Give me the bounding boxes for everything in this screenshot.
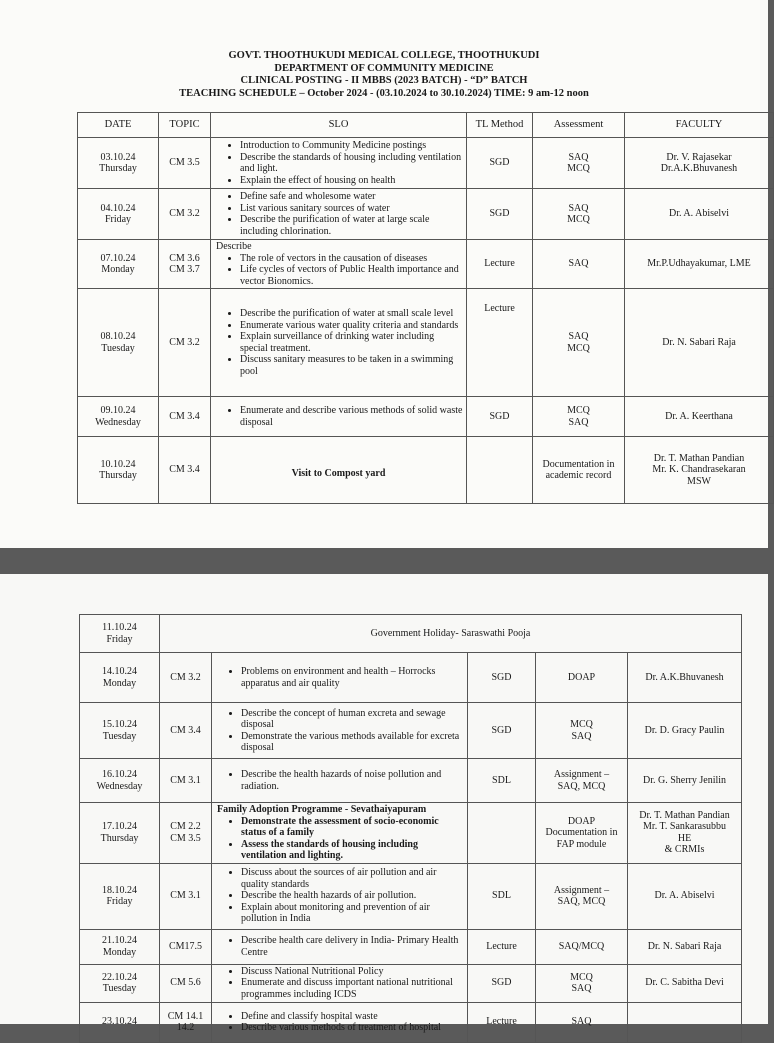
topic-cell [160,803,212,864]
assessment-text: MCQ SAQ [570,971,593,994]
slo-cell [212,759,468,803]
assessment-text: SAQ MCQ [567,202,590,225]
tl-method-cell [467,289,533,397]
day-text: Wednesday [96,780,143,792]
assessment-cell [533,397,625,437]
slo-cell [211,289,467,397]
date-cell [78,189,159,240]
slo-item: • Demonstrate the various methods available for excreta disposal [241,731,464,754]
slo-list [215,966,464,1001]
assessment-cell [533,138,625,189]
college-name: GOVT. THOOTHUKUDI MEDICAL COLLEGE, THOOTHUKUDI [228,50,540,61]
date-text: 10.10.24 [100,458,136,470]
date-text: 22.10.24 [102,971,137,983]
assessment-cell [536,703,628,759]
assessment-text: Documentation in academic record [542,458,615,481]
topic-cell [159,289,211,397]
slo-item: • Define safe and wholesome water [240,191,463,203]
tl-method-cell [467,437,533,504]
slo-item: • Explain surveillance of drinking water including special treatment. [240,331,463,354]
slo-item: • Discuss about the sources of air pollution and air quality standards [241,867,464,890]
topic-cell [160,759,212,803]
topic-text: CM17.5 [168,940,203,952]
tl-method-cell [468,929,536,964]
schedule-table-page-1 [77,112,774,504]
assessment-cell [536,1002,628,1042]
slo-item: • Problems on environment and health – Horrocks apparatus and air quality [241,666,464,689]
faculty-cell [628,863,742,929]
topic-text: CM 3.4 [169,464,200,476]
assessment-text: SAQ [571,1016,592,1028]
slo-item: • List various sanitary sources of water [240,203,463,215]
tl-method-cell [468,653,536,703]
assessment-text: Assignment – SAQ, MCQ [553,884,610,907]
slo-item: • Introduction to Community Medicine postings [240,140,463,152]
faculty-text: Dr. C. Sabitha Devi [645,977,724,989]
faculty-text: Dr. G. Sherry Jenilin [643,774,727,786]
date-cell [80,653,160,703]
date-cell [78,138,159,189]
date-text: 15.10.24 [102,719,137,730]
slo-item: • Enumerate various water quality criteria and standards [240,320,463,332]
tl-method-text: Lecture [484,303,515,314]
assessment-cell [536,929,628,964]
table-row [80,653,742,703]
slo-list [215,666,464,689]
tl-method-cell [468,964,536,1002]
slo-list [214,253,463,288]
faculty-cell [625,289,774,397]
day-text: Thursday [100,832,139,844]
topic-text: CM 3.2 [170,671,201,683]
day-text: Tuesday [102,730,137,742]
department-name: DEPARTMENT OF COMMUNITY MEDICINE [274,62,494,74]
topic-text: CM 3.4 [170,724,201,736]
date-cell [78,437,159,504]
date-text: 23.10.24 [102,1016,137,1028]
topic-cell [159,138,211,189]
table-row [80,964,742,1002]
assessment-text: DOAP [567,671,596,683]
assessment-cell [536,759,628,803]
col-header-topic: TOPIC [159,113,211,138]
table-row [80,703,742,759]
day-text: Friday [106,633,133,645]
slo-list [215,1011,464,1034]
posting-title: CLINICAL POSTING - II MBBS (2023 BATCH) - “D” BATCH [240,75,528,86]
tl-method-cell [468,703,536,759]
tl-method-text: Lecture [486,1016,517,1028]
slo-list [214,405,463,428]
tl-method-text: SGD [491,977,512,989]
date-cell [80,703,160,759]
tl-method-cell [467,189,533,240]
date-text: 17.10.24 [102,821,137,833]
slo-intro: Describe [216,241,252,252]
slo-list [215,816,464,862]
faculty-text: Dr. A. Abiselvi [654,890,715,902]
slo-item: • Describe the standards of housing including ventilation and light. [240,152,463,175]
tl-method-cell [468,1002,536,1042]
slo-cell [212,703,468,759]
assessment-cell [536,803,628,864]
col-header-date: DATE [78,113,159,138]
topic-text: CM 3.4 [169,410,200,422]
date-cell [78,240,159,289]
schedule-title: TEACHING SCHEDULE – October 2024 - (03.10.2024 to 30.10.2024) TIME: 9 am-12 noon [179,87,589,99]
topic-cell [160,653,212,703]
table-row [78,397,774,437]
assessment-text: SAQ MCQ [567,331,590,354]
assessment-cell [533,437,625,504]
faculty-cell [628,803,742,864]
table-row [80,759,742,803]
slo-cell [211,240,467,289]
day-text: Monday [102,677,137,689]
topic-text: CM 3.6 CM 3.7 [169,252,200,275]
slo-cell [211,189,467,240]
topic-cell [159,437,211,504]
slo-item: • Explain the effect of housing on health [240,175,463,187]
topic-cell [159,189,211,240]
slo-item: • Describe the health hazards of noise pollution and radiation. [241,769,464,792]
slo-item: • The role of vectors in the causation of diseases [240,253,463,265]
assessment-text: SAQ MCQ [567,151,590,174]
date-cell [80,615,160,653]
slo-list [215,769,464,792]
tl-method-cell [467,138,533,189]
slo-cell [211,397,467,437]
date-cell [80,759,160,803]
table-header-row [78,113,774,138]
table-row [80,863,742,929]
date-text: 11.10.24 [102,622,137,633]
slo-item: • Life cycles of vectors of Public Health importance and vector Bionomics. [240,264,463,287]
date-text: 03.10.24 [100,151,136,163]
slo-cell [212,803,468,864]
document-header [0,50,768,100]
assessment-cell [536,653,628,703]
faculty-cell [628,759,742,803]
table-row [80,803,742,864]
slo-item: • Discuss National Nutritional Policy [241,966,464,978]
faculty-text: Dr. A. Abiselvi [668,208,729,220]
table-row [80,1002,742,1042]
day-text: Wednesday [95,416,141,428]
topic-text: CM 3.1 [170,890,201,902]
faculty-text: Dr. T. Mathan Pandian Mr. T. Sankarasubbu HE & CRMIs [639,809,730,856]
table-row [78,189,774,240]
slo-item: • Enumerate and discuss important national nutritional programmes including ICDS [241,977,464,1000]
faculty-text: Mr.P.Udhayakumar, LME [647,258,751,270]
table-row [78,289,774,397]
tl-method-cell [468,803,536,864]
day-text: Tuesday [102,983,137,994]
slo-list [215,708,464,754]
tl-method-cell [467,397,533,437]
slo-cell [211,437,467,504]
slo-cell [212,653,468,703]
topic-cell [160,929,212,964]
slo-intro: Family Adoption Programme - Sevathaiyapuram [217,804,427,815]
tl-method-text: SDL [492,774,511,786]
slo-item: • Describe the concept of human excreta and sewage disposal [241,708,464,731]
slo-item: • Enumerate and describe various methods of solid waste disposal [240,405,463,428]
slo-list [215,935,464,958]
tl-method-text: SGD [489,157,510,169]
tl-method-text: Lecture [486,940,517,952]
date-text: 18.10.24 [102,884,137,896]
slo-item: • Demonstrate the assessment of socio-economic status of a family [241,816,464,839]
slo-item: • Define and classify hospital waste [241,1011,464,1023]
assessment-cell [536,964,628,1002]
topic-text: CM 5.6 [170,977,201,989]
faculty-text: Dr. D. Gracy Paulin [644,724,725,736]
assessment-text: MCQ SAQ [567,405,590,428]
day-text: Thursday [99,470,137,481]
tl-method-text: SGD [491,671,512,683]
assessment-text: Assignment – SAQ, MCQ [553,769,610,792]
date-cell [78,289,159,397]
date-text: 07.10.24 [100,252,136,264]
date-cell [80,803,160,864]
topic-text: CM 3.5 [169,157,200,169]
slo-item: • Assess the standards of housing including ventilation and lighting. [241,839,464,862]
faculty-text: Dr. T. Mathan Pandian Mr. K. Chandrasekaran MSW [652,452,746,487]
slo-cell [212,964,468,1002]
day-text: Monday [101,264,135,275]
faculty-cell [628,964,742,1002]
day-text: Friday [104,214,132,225]
topic-text: CM 2.2 CM 3.5 [170,821,201,844]
day-text: Friday [106,896,133,907]
table-row [80,929,742,964]
day-text: Tuesday [101,342,135,354]
topic-cell [160,964,212,1002]
topic-cell [160,1002,212,1042]
date-text: 14.10.24 [102,666,137,677]
schedule-table-page-2 [79,614,742,1043]
faculty-cell [628,1002,742,1042]
holiday-label: Government Holiday- Saraswathi Pooja [160,615,742,653]
tl-method-cell [467,240,533,289]
slo-list [214,140,463,186]
slo-list [215,867,464,925]
table-row [78,138,774,189]
faculty-cell [625,397,774,437]
slo-text: Visit to Compost yard [291,468,386,480]
tl-method-cell [468,759,536,803]
tl-method-text: Lecture [484,258,515,270]
date-text: 21.10.24 [102,935,137,946]
tl-method-cell [468,863,536,929]
faculty-text: Dr. A. Keerthana [665,410,733,422]
faculty-cell [628,703,742,759]
col-header-tl-method: TL Method [467,113,533,138]
topic-text: CM 3.2 [169,208,200,220]
col-header-faculty: FACULTY [625,113,774,138]
tl-method-text: SGD [489,208,510,220]
faculty-text: Dr. N. Sabari Raja [662,336,736,348]
topic-cell [159,240,211,289]
slo-item: • Explain about monitoring and prevention of air pollution in India [241,902,464,925]
date-cell [80,863,160,929]
date-text: 08.10.24 [100,331,136,342]
assessment-text: MCQ SAQ [570,719,593,742]
faculty-cell [625,189,774,240]
date-cell [80,964,160,1002]
date-cell [80,1002,160,1042]
topic-cell [160,863,212,929]
slo-item: • Describe the purification of water at large scale including chlorination. [240,214,463,237]
topic-text: CM 3.1 [170,774,201,786]
date-cell [80,929,160,964]
tl-method-text: SGD [489,410,510,422]
slo-cell [212,863,468,929]
slo-cell [212,929,468,964]
faculty-text: Dr. A.K.Bhuvanesh [645,671,724,683]
table-row [78,240,774,289]
assessment-cell [536,863,628,929]
faculty-text: Dr. V. Rajasekar Dr.A.K.Bhuvanesh [660,151,738,174]
assessment-text: SAQ/MCQ [558,940,605,952]
assessment-cell [533,289,625,397]
faculty-cell [625,240,774,289]
holiday-row [80,615,742,653]
slo-item: • Discuss sanitary measures to be taken in a swimming pool [240,354,463,377]
slo-item: • Describe health care delivery in India- Primary Health Centre [241,935,464,958]
tl-method-text: SGD [491,724,512,736]
topic-text: CM 3.2 [169,336,200,348]
day-text: Thursday [99,163,137,174]
document-page-2 [0,574,768,1033]
day-text: Monday [102,946,137,958]
faculty-cell [628,653,742,703]
tl-method-text: SDL [492,890,511,902]
col-header-slo: SLO [211,113,467,138]
date-text: 09.10.24 [100,405,136,416]
slo-cell [212,1002,468,1042]
slo-cell [211,138,467,189]
topic-text: CM 14.1 14.2 [167,1010,204,1033]
faculty-cell [625,437,774,504]
topic-cell [160,703,212,759]
faculty-cell [625,138,774,189]
topic-cell [159,397,211,437]
slo-item: • Describe various methods of treatment of hospital [241,1022,464,1034]
date-cell [78,397,159,437]
faculty-cell [628,929,742,964]
slo-item: • Describe the purification of water at small scale level [240,308,463,320]
assessment-text: DOAP Documentation in FAP module [545,815,618,850]
faculty-text: Dr. N. Sabari Raja [647,940,722,952]
slo-item: • Describe the health hazards of air pollution. [241,890,464,902]
slo-list [214,308,463,377]
assessment-cell [533,240,625,289]
assessment-cell [533,189,625,240]
date-text: 04.10.24 [100,202,136,214]
col-header-assessment: Assessment [533,113,625,138]
date-text: 16.10.24 [102,769,137,780]
slo-list [214,191,463,237]
table-row [78,437,774,504]
assessment-text: SAQ [568,258,589,270]
